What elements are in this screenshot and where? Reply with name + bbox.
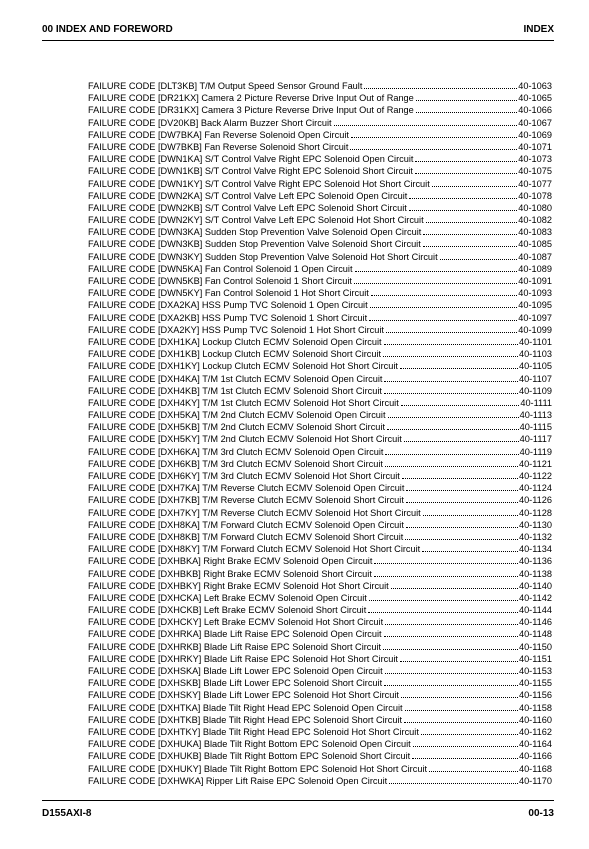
entry-page: 40-1158 <box>518 702 552 713</box>
index-entry[interactable] <box>88 190 552 202</box>
dot-leader <box>409 198 517 199</box>
dot-leader <box>415 161 517 162</box>
entry-title: FAILURE CODE [DXH8KY] T/M Forward Clutch ECMV Solenoid Hot Short Circuit <box>88 544 421 555</box>
index-entry[interactable] <box>88 482 552 494</box>
entry-title: FAILURE CODE [DXH1KB] Lockup Clutch ECMV Solenoid Short Circuit <box>88 349 382 360</box>
index-entry[interactable] <box>88 543 552 555</box>
dot-leader <box>384 344 518 345</box>
index-entry[interactable] <box>88 336 552 348</box>
dot-leader <box>383 649 518 650</box>
entry-title: FAILURE CODE [DR21KX] Camera 2 Picture Reverse Drive Input Out of Range <box>88 93 414 104</box>
entry-title: FAILURE CODE [DXH6KY] T/M 3rd Clutch ECMV Solenoid Hot Short Circuit <box>88 471 400 481</box>
index-entry[interactable] <box>88 750 552 762</box>
entry-page: 40-1073 <box>518 154 552 165</box>
entry-page: 40-1071 <box>518 141 552 152</box>
entry-page: 40-1124 <box>518 483 552 494</box>
index-entry[interactable] <box>88 92 552 104</box>
entry-title: FAILURE CODE [DXH5KA] T/M 2nd Clutch ECMV Solenoid Open Circuit <box>88 410 386 421</box>
entry-page: 40-1136 <box>518 556 552 567</box>
dot-leader <box>374 563 518 564</box>
dot-leader <box>406 527 518 528</box>
entry-page: 40-1093 <box>518 288 552 299</box>
dot-leader <box>404 441 519 442</box>
entry-title: FAILURE CODE [DWN1KA] S/T Control Valve Right EPC Solenoid Open Circuit <box>88 154 414 165</box>
entry-title: FAILURE CODE [DXHRKA] Blade Lift Raise EPC Solenoid Open Circuit <box>88 629 382 640</box>
entry-title: FAILURE CODE [DXA2KA] HSS Pump TVC Solenoid 1 Open Circuit <box>88 300 368 311</box>
dot-leader <box>385 624 518 625</box>
entry-title: FAILURE CODE [DXHRKB] Blade Lift Raise EPC Solenoid Short Circuit <box>88 641 382 652</box>
entry-page: 40-1122 <box>518 471 552 481</box>
entry-page: 40-1097 <box>518 312 552 323</box>
entry-page: 40-1091 <box>518 276 552 286</box>
index-entry[interactable] <box>88 251 552 263</box>
index-entry[interactable] <box>88 141 552 153</box>
entry-title: FAILURE CODE [DXH4KY] T/M 1st Clutch ECMV Solenoid Hot Short Circuit <box>88 397 399 408</box>
entry-page: 40-1063 <box>518 81 552 91</box>
dot-leader <box>423 246 518 247</box>
entry-page: 40-1069 <box>518 129 552 140</box>
entry-page: 40-1087 <box>518 251 552 262</box>
index-entry[interactable] <box>88 714 552 726</box>
entry-page: 40-1119 <box>519 446 552 457</box>
entry-page: 40-1111 <box>520 397 552 408</box>
entry-title: FAILURE CODE [DWN5KY] Fan Control Solenoid 1 Hot Short Circuit <box>88 288 369 299</box>
index-entry[interactable] <box>88 287 552 299</box>
entry-page: 40-1117 <box>519 434 552 445</box>
header-rule <box>42 40 554 41</box>
entry-title: FAILURE CODE [DW7BKA] Fan Reverse Solenoid Open Circuit <box>88 129 349 140</box>
dot-leader <box>404 722 518 723</box>
index-entry[interactable] <box>88 226 552 238</box>
dot-leader <box>389 783 518 784</box>
entry-title: FAILURE CODE [DWN2KB] S/T Control Valve Left EPC Solenoid Short Circuit <box>88 202 407 213</box>
index-entry[interactable] <box>88 373 552 385</box>
dot-leader <box>415 173 517 174</box>
dot-leader <box>369 320 517 321</box>
dot-leader <box>409 210 517 211</box>
index-entry[interactable] <box>88 507 552 519</box>
footer-rule <box>42 800 554 801</box>
section-label: INDEX <box>523 24 554 35</box>
index-entry[interactable] <box>88 397 552 409</box>
index-entry[interactable] <box>88 312 552 324</box>
entry-page: 40-1142 <box>518 592 552 603</box>
dot-leader <box>406 490 518 491</box>
entry-page: 40-1078 <box>518 190 552 201</box>
dot-leader <box>364 88 517 89</box>
index-entry[interactable] <box>88 494 552 506</box>
entry-title: FAILURE CODE [DXH7KY] T/M Reverse Clutch ECMV Solenoid Hot Short Circuit <box>88 507 421 518</box>
entry-title: FAILURE CODE [DXHSKA] Blade Lift Lower EPC Solenoid Open Circuit <box>88 666 383 676</box>
dot-leader <box>405 710 518 711</box>
entry-page: 40-1065 <box>518 93 552 104</box>
entry-page: 40-1146 <box>518 617 552 628</box>
entry-page: 40-1080 <box>518 202 552 213</box>
entry-page: 40-1103 <box>518 349 552 360</box>
dot-leader <box>426 222 518 223</box>
dot-leader <box>416 112 518 113</box>
dot-leader <box>387 429 519 430</box>
entry-title: FAILURE CODE [DWN5KA] Fan Control Solenoid 1 Open Circuit <box>88 263 353 274</box>
entry-title: FAILURE CODE [DXH1KY] Lockup Clutch ECMV Solenoid Hot Short Circuit <box>88 361 398 372</box>
entry-title: FAILURE CODE [DXHCKB] Left Brake ECMV Solenoid Short Circuit <box>88 605 367 616</box>
dot-leader <box>355 271 518 272</box>
index-entry[interactable] <box>88 446 552 458</box>
entry-page: 40-1130 <box>518 519 552 530</box>
index-entry[interactable] <box>88 616 552 628</box>
index-entry[interactable] <box>88 592 552 604</box>
entry-page: 40-1077 <box>518 178 552 189</box>
index-entry[interactable] <box>88 214 552 226</box>
section-title: 00 INDEX AND FOREWORD <box>42 24 173 35</box>
entry-title: FAILURE CODE [DXH4KB] T/M 1st Clutch ECMV Solenoid Short Circuit <box>88 385 382 396</box>
index-entry[interactable] <box>88 117 552 129</box>
entry-title: FAILURE CODE [DWN3KB] Sudden Stop Prevention Valve Solenoid Short Circuit <box>88 239 421 250</box>
entry-title: FAILURE CODE [DXHTKA] Blade Tilt Right Head EPC Solenoid Open Circuit <box>88 702 403 713</box>
entry-page: 40-1089 <box>518 263 552 274</box>
dot-leader <box>400 368 518 369</box>
entry-title: FAILURE CODE [DXHTKB] Blade Tilt Right Head EPC Solenoid Short Circuit <box>88 714 403 725</box>
entry-title: FAILURE CODE [DXHSKB] Blade Lift Lower EPC Solenoid Short Circuit <box>88 678 383 689</box>
entry-page: 40-1085 <box>518 239 552 250</box>
model-code: D155AXI-8 <box>42 808 92 819</box>
dot-leader <box>368 612 518 613</box>
dot-leader <box>383 356 518 357</box>
index-entry[interactable] <box>88 263 552 275</box>
index-entry[interactable] <box>88 726 552 738</box>
dot-leader <box>385 673 518 674</box>
dot-leader <box>423 515 518 516</box>
entry-page: 40-1168 <box>518 763 552 774</box>
entry-title: FAILURE CODE [DXA2KY] HSS Pump TVC Solenoid 1 Hot Short Circuit <box>88 324 384 335</box>
index-entry[interactable] <box>88 275 552 287</box>
index-entry[interactable] <box>88 738 552 750</box>
index-entry[interactable] <box>88 568 552 580</box>
entry-title: FAILURE CODE [DWN2KY] S/T Control Valve Left EPC Solenoid Hot Short Circuit <box>88 215 424 226</box>
index-entry[interactable] <box>88 238 552 250</box>
index-entry[interactable] <box>88 360 552 372</box>
entry-page: 40-1170 <box>518 775 552 786</box>
entry-title: FAILURE CODE [DXHUKY] Blade Tilt Right Bottom EPC Solenoid Hot Short Circuit <box>88 763 428 774</box>
entry-title: FAILURE CODE [DXA2KB] HSS Pump TVC Solenoid 1 Short Circuit <box>88 312 368 323</box>
entry-title: FAILURE CODE [DW7BKB] Fan Reverse Solenoid Short Circuit <box>88 141 349 152</box>
entry-title: FAILURE CODE [DXH4KA] T/M 1st Clutch ECMV Solenoid Open Circuit <box>88 373 383 384</box>
dot-leader <box>416 100 518 101</box>
dot-leader <box>405 539 518 540</box>
entry-title: FAILURE CODE [DXHUKA] Blade Tilt Right Bottom EPC Solenoid Open Circuit <box>88 739 411 750</box>
dot-leader <box>440 259 518 260</box>
entry-page: 40-1155 <box>518 678 552 689</box>
entry-page: 40-1156 <box>518 690 552 701</box>
entry-title: FAILURE CODE [DWN2KA] S/T Control Valve Left EPC Solenoid Open Circuit <box>88 190 408 201</box>
dot-leader <box>401 697 518 698</box>
index-entry[interactable] <box>88 202 552 214</box>
entry-page: 40-1121 <box>518 458 552 469</box>
entry-title: FAILURE CODE [DWN1KB] S/T Control Valve Right EPC Solenoid Short Circuit <box>88 166 413 177</box>
index-entry[interactable] <box>88 604 552 616</box>
entry-page: 40-1164 <box>518 739 552 750</box>
entry-title: FAILURE CODE [DWN5KB] Fan Control Solenoid 1 Short Circuit <box>88 276 352 286</box>
dot-leader <box>412 758 518 759</box>
entry-page: 40-1082 <box>518 215 552 226</box>
entry-page: 40-1095 <box>518 300 552 311</box>
entry-title: FAILURE CODE [DXH1KA] Lockup Clutch ECMV Solenoid Open Circuit <box>88 336 382 347</box>
entry-page: 40-1099 <box>518 324 552 335</box>
index-entry[interactable] <box>88 458 552 470</box>
entry-page: 40-1138 <box>518 568 552 579</box>
entry-page: 40-1160 <box>518 714 552 725</box>
index-entry[interactable] <box>88 433 552 445</box>
index-entry[interactable] <box>88 324 552 336</box>
index-entry[interactable] <box>88 628 552 640</box>
entry-page: 40-1109 <box>518 385 552 396</box>
index-entry[interactable] <box>88 165 552 177</box>
entry-page: 40-1128 <box>518 507 552 518</box>
entry-page: 40-1075 <box>518 166 552 177</box>
entry-page: 40-1134 <box>518 544 552 555</box>
index-entry[interactable] <box>88 775 552 787</box>
entry-title: FAILURE CODE [DXH5KB] T/M 2nd Clutch ECMV Solenoid Short Circuit <box>88 422 385 433</box>
dot-leader <box>369 600 518 601</box>
dot-leader <box>388 417 519 418</box>
entry-title: FAILURE CODE [DXHSKY] Blade Lift Lower EPC Solenoid Hot Short Circuit <box>88 690 399 701</box>
entry-page: 40-1153 <box>518 666 552 676</box>
index-entry[interactable] <box>88 763 552 775</box>
entry-title: FAILURE CODE [DR31KX] Camera 3 Picture Reverse Drive Input Out of Range <box>88 105 414 116</box>
index-entry[interactable] <box>88 555 552 567</box>
dot-leader <box>384 393 518 394</box>
entry-title: FAILURE CODE [DXH7KA] T/M Reverse Clutch ECMV Solenoid Open Circuit <box>88 483 405 494</box>
index-entry[interactable] <box>88 702 552 714</box>
index-entry[interactable] <box>88 531 552 543</box>
dot-leader <box>406 502 518 503</box>
dot-leader <box>334 125 518 126</box>
dot-leader <box>384 685 518 686</box>
entry-page: 40-1150 <box>518 641 552 652</box>
index-entry[interactable] <box>88 178 552 190</box>
entry-page: 40-1148 <box>518 629 552 640</box>
dot-leader <box>402 478 518 479</box>
entry-title: FAILURE CODE [DXHBKY] Right Brake ECMV Solenoid Hot Short Circuit <box>88 580 389 591</box>
entry-title: FAILURE CODE [DXHCKY] Left Brake ECMV Solenoid Hot Short Circuit <box>88 617 384 628</box>
entry-title: FAILURE CODE [DWN1KY] S/T Control Valve Right EPC Solenoid Hot Short Circuit <box>88 178 430 189</box>
index-entry[interactable] <box>88 129 552 141</box>
dot-leader <box>422 551 518 552</box>
dot-leader <box>350 149 517 150</box>
index-entry[interactable] <box>88 421 552 433</box>
page-header <box>42 24 554 36</box>
dot-leader <box>385 454 518 455</box>
page-number: 00-13 <box>528 808 554 819</box>
dot-leader <box>400 661 518 662</box>
entry-title: FAILURE CODE [DXH6KA] T/M 3rd Clutch ECMV Solenoid Open Circuit <box>88 446 384 457</box>
entry-title: FAILURE CODE [DXHRKY] Blade Lift Raise EPC Solenoid Hot Short Circuit <box>88 653 398 664</box>
entry-page: 40-1066 <box>518 105 552 116</box>
dot-leader <box>351 137 517 138</box>
index-entry[interactable] <box>88 519 552 531</box>
dot-leader <box>374 576 518 577</box>
entry-page: 40-1107 <box>518 373 552 384</box>
entry-title: FAILURE CODE [DXHCKA] Left Brake ECMV Solenoid Open Circuit <box>88 592 367 603</box>
dot-leader <box>423 234 517 235</box>
dot-leader <box>386 332 517 333</box>
index-entry[interactable] <box>88 80 552 92</box>
page-footer <box>42 808 554 820</box>
entry-title: FAILURE CODE [DXH8KB] T/M Forward Clutch ECMV Solenoid Short Circuit <box>88 531 404 542</box>
entry-page: 40-1151 <box>518 653 552 664</box>
index-entry[interactable] <box>88 299 552 311</box>
entry-title: FAILURE CODE [DXH8KA] T/M Forward Clutch ECMV Solenoid Open Circuit <box>88 519 404 530</box>
index-entry[interactable] <box>88 153 552 165</box>
entry-page: 40-1101 <box>518 336 552 347</box>
entry-title: FAILURE CODE [DXH5KY] T/M 2nd Clutch ECMV Solenoid Hot Short Circuit <box>88 434 402 445</box>
dot-leader <box>413 746 518 747</box>
index-entry[interactable] <box>88 580 552 592</box>
entry-page: 40-1140 <box>518 580 552 591</box>
dot-leader <box>384 381 518 382</box>
dot-leader <box>384 636 518 637</box>
entry-page: 40-1113 <box>519 410 552 421</box>
entry-title: FAILURE CODE [DXHTKY] Blade Tilt Right Head EPC Solenoid Hot Short Circuit <box>88 726 419 737</box>
entry-title: FAILURE CODE [DXH6KB] T/M 3rd Clutch ECMV Solenoid Short Circuit <box>88 458 383 469</box>
index-entry[interactable] <box>88 641 552 653</box>
entry-title: FAILURE CODE [DWN3KY] Sudden Stop Prevention Valve Solenoid Hot Short Circuit <box>88 251 438 262</box>
index-entry[interactable] <box>88 104 552 116</box>
entry-page: 40-1166 <box>518 751 552 762</box>
dot-leader <box>370 307 518 308</box>
index-list <box>88 80 552 787</box>
entry-page: 40-1144 <box>518 605 552 616</box>
dot-leader <box>385 466 518 467</box>
entry-page: 40-1083 <box>518 227 552 238</box>
dot-leader <box>401 405 520 406</box>
entry-page: 40-1162 <box>518 726 552 737</box>
index-entry[interactable] <box>88 409 552 421</box>
entry-page: 40-1105 <box>518 361 552 372</box>
index-entry[interactable] <box>88 653 552 665</box>
entry-title: FAILURE CODE [DV20KB] Back Alarm Buzzer Short Circuit <box>88 117 332 128</box>
index-entry[interactable] <box>88 348 552 360</box>
entry-title: FAILURE CODE [DXHUKB] Blade Tilt Right Bottom EPC Solenoid Short Circuit <box>88 751 411 762</box>
entry-title: FAILURE CODE [DXHBKB] Right Brake ECMV Solenoid Short Circuit <box>88 568 372 579</box>
entry-title: FAILURE CODE [DWN3KA] Sudden Stop Prevention Valve Solenoid Open Circuit <box>88 227 422 238</box>
index-entry[interactable] <box>88 689 552 701</box>
index-entry[interactable] <box>88 677 552 689</box>
entry-page: 40-1126 <box>518 495 552 506</box>
index-entry[interactable] <box>88 470 552 482</box>
entry-title: FAILURE CODE [DXH7KB] T/M Reverse Clutch ECMV Solenoid Short Circuit <box>88 495 404 506</box>
entry-title: FAILURE CODE [DXHBKA] Right Brake ECMV Solenoid Open Circuit <box>88 556 373 567</box>
entry-page: 40-1067 <box>518 117 552 128</box>
index-entry[interactable] <box>88 665 552 677</box>
dot-leader <box>391 588 518 589</box>
index-entry[interactable] <box>88 385 552 397</box>
entry-title: FAILURE CODE [DLT3KB] T/M Output Speed Sensor Ground Fault <box>88 81 363 91</box>
dot-leader <box>421 734 518 735</box>
dot-leader <box>432 186 518 187</box>
dot-leader <box>371 295 517 296</box>
dot-leader <box>429 771 518 772</box>
entry-title: FAILURE CODE [DXHWKA] Ripper Lift Raise EPC Solenoid Open Circuit <box>88 775 388 786</box>
dot-leader <box>354 283 517 284</box>
entry-page: 40-1132 <box>518 531 552 542</box>
entry-page: 40-1115 <box>519 422 552 433</box>
